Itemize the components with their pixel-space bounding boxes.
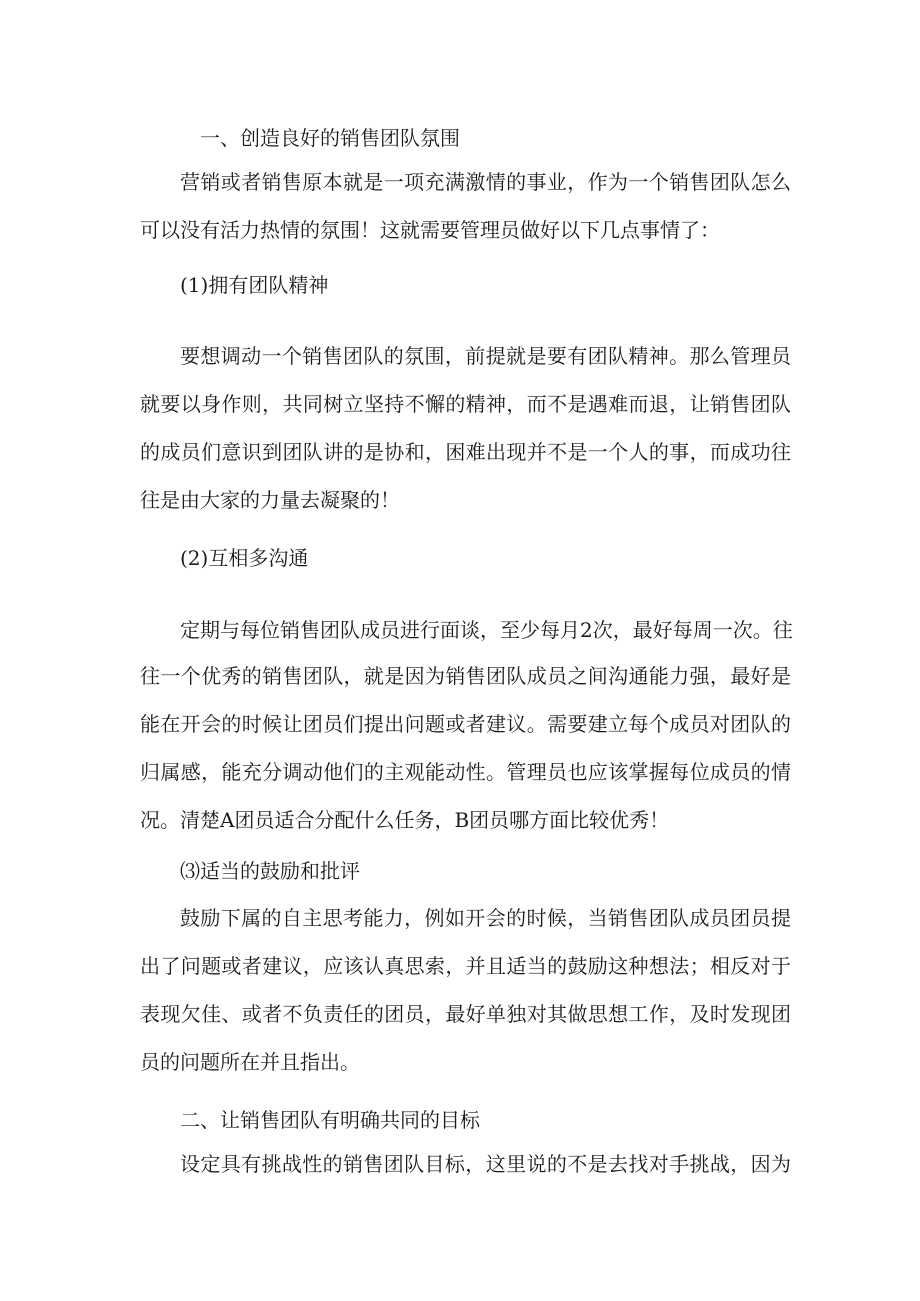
paragraph-line: 要想调动一个销售团队的氛围，前提就是要有团队精神。那么管理员: [180, 344, 791, 368]
paragraph-line: 能在开会的时候让团员们提出问题或者建议。需要建立每个成员对团队的: [140, 712, 791, 736]
intro-paragraph: [180, 162, 791, 202]
paragraph-line: 往一个优秀的销售团队，就是因为销售团队成员之间沟通能力强，最好是: [140, 664, 791, 688]
section1-heading: 一、创造良好的销售团队氛围: [200, 126, 460, 150]
item2-paragraph-cont: [140, 656, 791, 840]
item1-paragraph-cont: [140, 384, 791, 520]
paragraph-line: 定期与每位销售团队成员进行面谈，至少每月2次，最好每周一次。往: [180, 618, 793, 642]
paragraph-line: 况。清楚A团员适合分配什么任务，B团员哪方面比较优秀！: [140, 808, 670, 832]
item2-heading: (2)互相多沟通: [180, 546, 309, 570]
paragraph-line: 设定具有挑战性的销售团队目标，这里说的不是去找对手挑战，因为: [180, 1152, 791, 1176]
paragraph-line: 表现欠佳、或者不负责任的团员，最好单独对其做思想工作，及时发现团: [140, 1002, 791, 1026]
item1-paragraph: [180, 336, 791, 376]
paragraph-line: 的成员们意识到团队讲的是协和，困难出现并不是一个人的事，而成功往: [140, 440, 791, 464]
item1-heading: (1)拥有团队精神: [180, 273, 329, 297]
paragraph-line: 鼓励下属的自主思考能力，例如开会的时候，当销售团队成员团员提: [180, 906, 791, 930]
section2-paragraph: [180, 1144, 791, 1184]
paragraph-line: 可以没有活力热情的氛围！这就需要管理员做好以下几点事情了：: [140, 218, 720, 242]
paragraph-line: 出了问题或者建议，应该认真思索，并且适当的鼓励这种想法；相反对于: [140, 954, 791, 978]
item2-paragraph: [180, 610, 791, 650]
paragraph-line: 营销或者销售原本就是一项充满激情的事业，作为一个销售团队怎么: [180, 170, 791, 194]
paragraph-line: 就要以身作则，共同树立坚持不懈的精神，而不是遇难而退，让销售团队: [140, 392, 791, 416]
paragraph-line: 往是由大家的力量去凝聚的！: [140, 488, 400, 512]
paragraph-line: 归属感，能充分调动他们的主观能动性。管理员也应该掌握每位成员的情: [140, 760, 791, 784]
intro-paragraph-cont: [140, 210, 791, 250]
paragraph-line: 员的问题所在并且指出。: [140, 1050, 360, 1074]
item3-paragraph-cont: [140, 946, 791, 1082]
item3-heading: ⑶适当的鼓励和批评: [180, 859, 360, 883]
section2-heading: 二、让销售团队有明确共同的目标: [180, 1108, 480, 1132]
item3-paragraph: [180, 898, 791, 938]
